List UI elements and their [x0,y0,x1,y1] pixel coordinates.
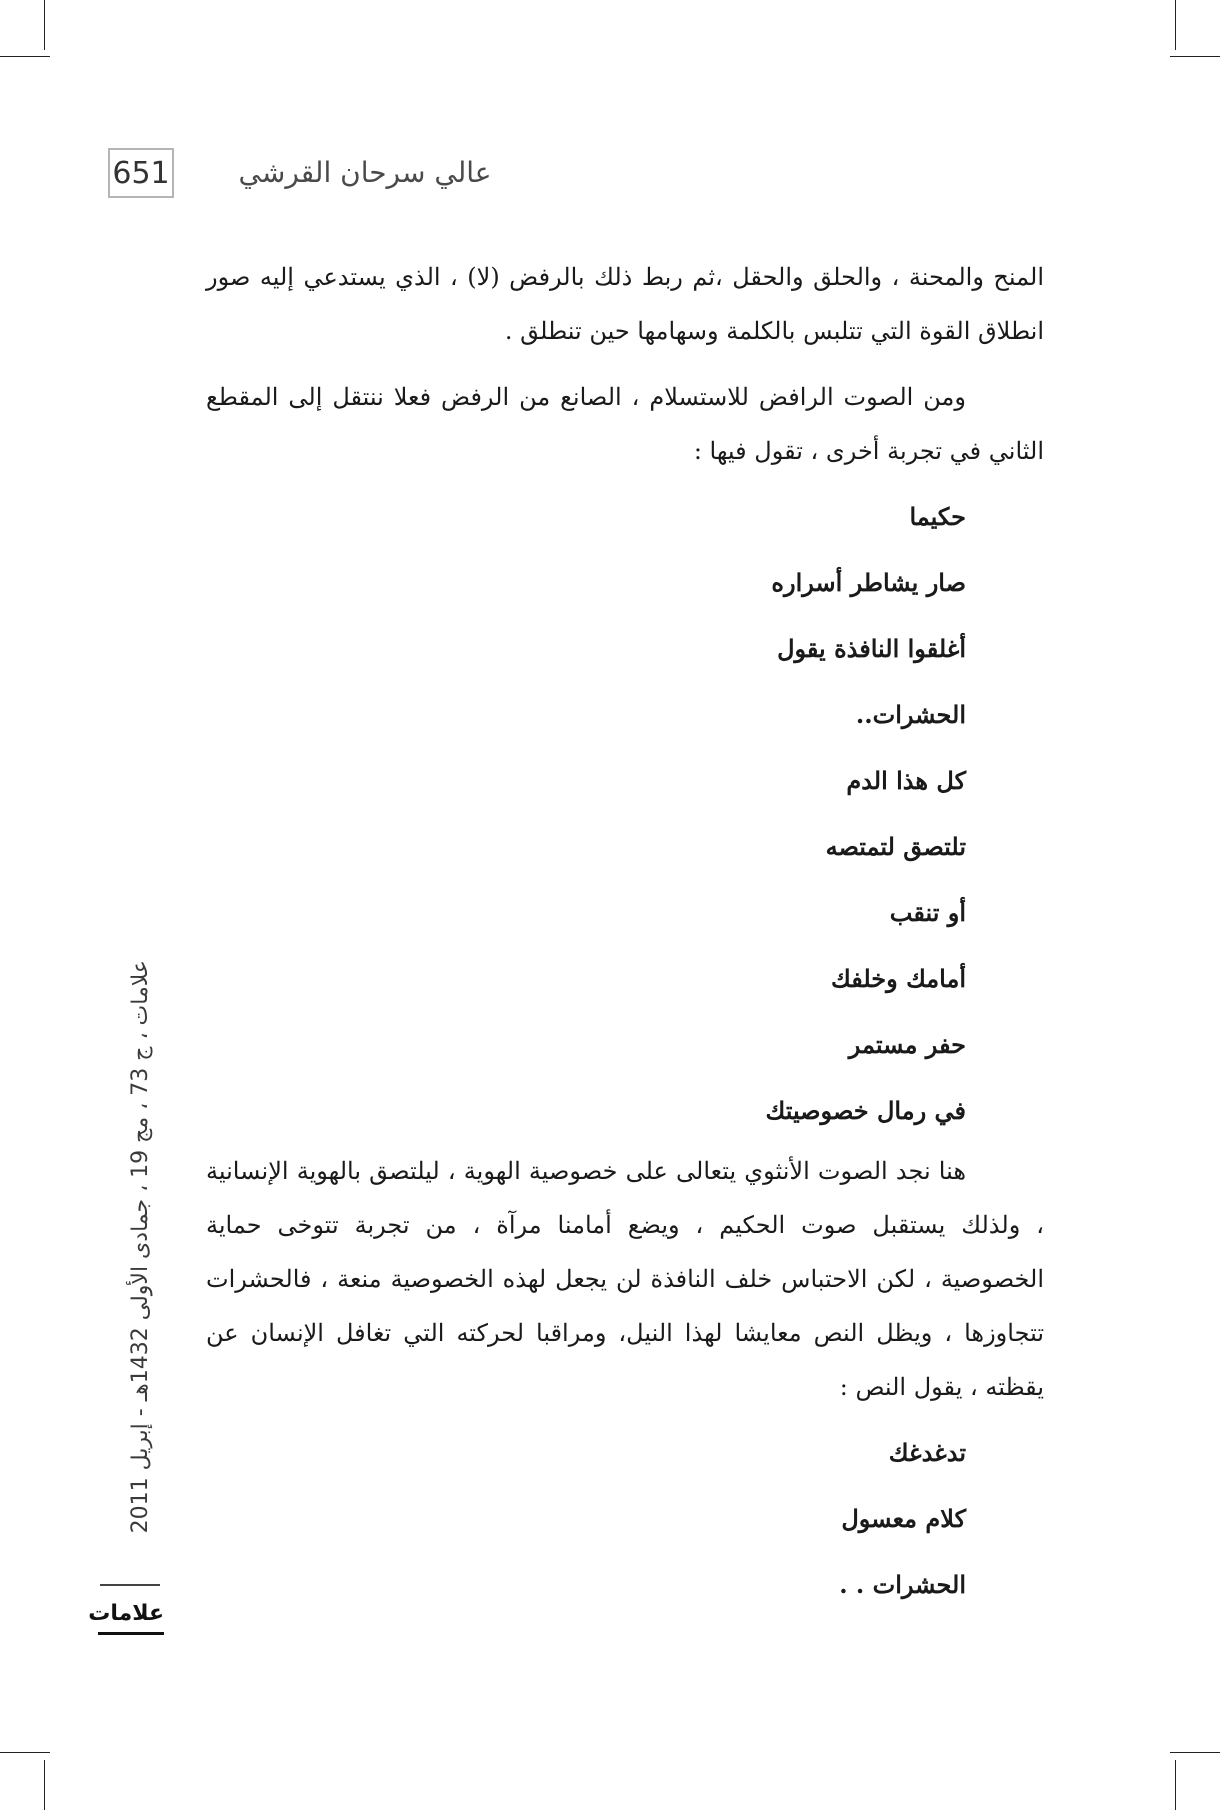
crop-mark-bottom-left-v [44,1760,45,1810]
page-body [206,250,1044,1618]
verse-line: حكيما [909,502,966,531]
verse-line: الحشرات.. [855,700,966,729]
verse-line: أغلقوا النافذة يقول [777,634,966,663]
paragraph-3: هنا نجد الصوت الأنثوي يتعالى على خصوصية الهوية ، ليلتصق بالهوية الإنسانية ، ولذلك يستقبل صوت الحكيم ، ويضع أمامنا مرآة ، من تجربة تتوخى حماية الخصوصية ، لكن الاحتباس خلف النافذة لن يجعل لهذه الخصوصية منعة ، فالحشرات تتجاوزها ، ويظل النص معايشا لهذا النيل، ومراقبا لحركته التي تغافل الإنسان عن يقظته ، يقول النص : [206,1157,1044,1401]
crop-mark-top-left-v [44,0,45,50]
verse-line: تلتصق لتمتصه [825,832,966,861]
crop-mark-top-right-v [1175,0,1176,50]
verse-line: الحشرات . . [839,1570,966,1599]
journal-logo: علامات [98,1596,164,1635]
crop-mark-bottom-right-h [1170,1752,1220,1753]
verse-line: تدغدغك [888,1438,966,1467]
verse-block-2 [206,1420,1044,1618]
crop-mark-top-right-h [1170,56,1220,57]
journal-issue-info: علامات ، ج 73 ، مج 19 ، جمادى الأولى 1432هـ - إبريل 2011 [128,960,153,1534]
verse-line: أو تنقب [889,898,966,927]
verse-line: كل هذا الدم [846,766,966,795]
verse-line: صار يشاطر أسراره [771,568,966,597]
crop-mark-bottom-left-h [0,1752,50,1753]
crop-mark-top-left-h [0,56,50,57]
margin-rule [100,1584,160,1586]
verse-block-1 [206,484,1044,1144]
crop-mark-bottom-right-v [1175,1760,1176,1810]
paragraph-2: ومن الصوت الرافض للاستسلام ، الصانع من الرفض فعلا ننتقل إلى المقطع الثاني في تجربة أخرى ، تقول فيها : [206,383,1044,465]
page-number: 651 [108,148,174,198]
verse-line: كلام معسول [841,1504,966,1533]
verse-line: في رمال خصوصيتك [765,1096,966,1125]
verse-line: حفر مستمر [848,1030,966,1059]
verse-line: أمامك وخلفك [830,964,966,993]
running-head-author: عالي سرحان القرشي [238,156,492,189]
paragraph-1: المنح والمحنة ، والحلق والحقل ،ثم ربط ذلك بالرفض (لا) ، الذي يستدعي إليه صور انطلاق القوة التي تتلبس بالكلمة وسهامها حين تنطلق . [206,263,1045,345]
